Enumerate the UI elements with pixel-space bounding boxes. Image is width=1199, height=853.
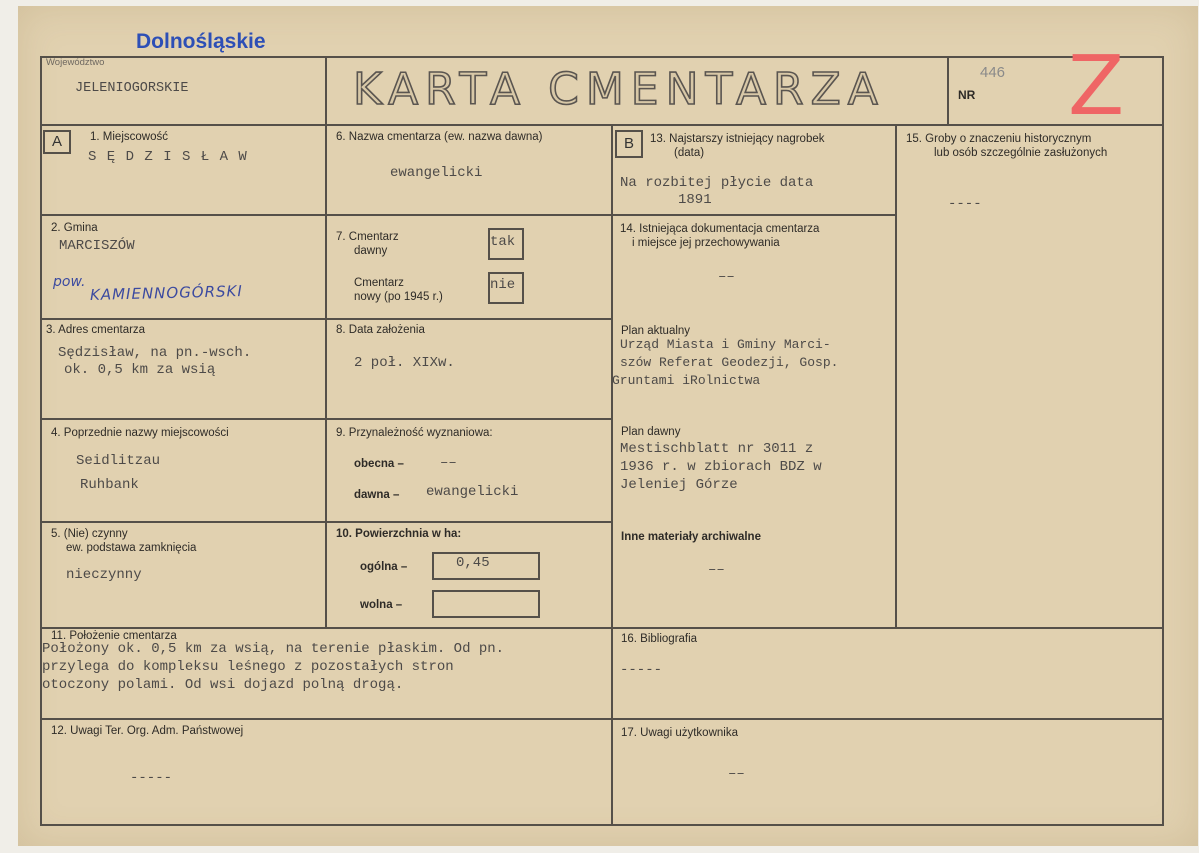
row-divider-3 bbox=[40, 418, 613, 420]
frame-right bbox=[1162, 56, 1164, 826]
other-archival-label: Inne materiały archiwalne bbox=[621, 531, 761, 543]
field-8-label: 8. Data założenia bbox=[336, 324, 425, 336]
frame-left bbox=[40, 56, 42, 826]
current-plan-label: Plan aktualny bbox=[621, 325, 691, 337]
district-value: KAMIENNOGÓRSKI bbox=[89, 282, 244, 304]
current-plan-line-2: szów Referat Geodezji, Gosp. bbox=[620, 355, 839, 370]
field-1-value: S Ę D Z I S Ł A W bbox=[88, 149, 248, 165]
field-6-label: 6. Nazwa cmentarza (ew. nazwa dawna) bbox=[336, 131, 543, 143]
cemetery-record-card bbox=[18, 6, 1198, 846]
field-9-former-label: dawna – bbox=[354, 489, 400, 501]
card-title: KARTA CMENTARZA bbox=[353, 64, 885, 115]
field-16-value: ----- bbox=[620, 662, 663, 678]
field-3-label: 3. Adres cmentarza bbox=[46, 324, 146, 336]
field-3-line-2: ok. 0,5 km za wsią bbox=[64, 362, 216, 378]
current-plan-line-3: Gruntami iRolnictwa bbox=[612, 373, 761, 388]
field-13-line-2: 1891 bbox=[678, 192, 712, 208]
field-11-line-3: otoczony polami. Od wsi dojazd polną drogą. bbox=[42, 677, 404, 693]
field-4-line-2: Ruhbank bbox=[80, 477, 139, 493]
row-divider-2 bbox=[40, 318, 613, 320]
field-11-line-2: przylega do kompleksu leśnego z pozostałych stron bbox=[42, 659, 454, 675]
field-11-line-1: Położony ok. 0,5 km za wsią, na terenie płaskim. Od pn. bbox=[42, 641, 505, 657]
field-6-value: ewangelicki bbox=[390, 165, 483, 181]
row-divider-col3 bbox=[611, 214, 897, 216]
header-split-1 bbox=[325, 56, 327, 124]
field-4-line-1: Seidlitzau bbox=[76, 453, 161, 469]
field-13-label-1: 13. Najstarszy istniejący nagrobek bbox=[650, 133, 825, 145]
field-7-old-value: tak bbox=[490, 234, 516, 250]
field-14-value: –– bbox=[718, 269, 735, 285]
section-b-box: B bbox=[615, 130, 643, 158]
header-divider bbox=[40, 124, 1164, 126]
section-a-box: A bbox=[43, 130, 71, 154]
field-12-label: 12. Uwagi Ter. Org. Adm. Państwowej bbox=[51, 725, 244, 737]
field-12-value: ----- bbox=[130, 770, 173, 786]
field-10-free-label: wolna – bbox=[360, 599, 403, 611]
field-13-line-1: Na rozbitej płycie data bbox=[620, 175, 814, 191]
field-9-label: 9. Przynależność wyznaniowa: bbox=[336, 427, 493, 439]
field-7-new-value: nie bbox=[490, 277, 516, 293]
field-11-label: 11. Położenie cmentarza bbox=[51, 630, 177, 642]
field-5-label: 5. (Nie) czynny bbox=[51, 528, 128, 540]
field-16-label: 16. Bibliografia bbox=[621, 633, 698, 645]
former-plan-label: Plan dawny bbox=[621, 426, 681, 438]
field-9-current-value: –– bbox=[440, 455, 457, 471]
row-divider-5 bbox=[40, 627, 1164, 629]
field-5-label-2: ew. podstawa zamknięcia bbox=[66, 542, 197, 554]
field-9-current-label: obecna – bbox=[354, 458, 404, 470]
field-7-label-a1: 7. Cmentarz bbox=[336, 231, 399, 243]
field-10-free-box bbox=[432, 590, 540, 618]
row-divider-4 bbox=[40, 521, 613, 523]
voivodeship-value: JELENIOGORSKIE bbox=[75, 81, 189, 96]
field-14-label-2: i miejsce jej przechowywania bbox=[632, 237, 780, 249]
voivodeship-label: Województwo bbox=[46, 57, 105, 68]
field-17-label: 17. Uwagi użytkownika bbox=[621, 727, 738, 739]
field-3-line-1: Sędzisław, na pn.-wsch. bbox=[58, 345, 252, 361]
field-2-value: MARCISZÓW bbox=[59, 238, 135, 254]
former-plan-line-1: Mestischblatt nr 3011 z bbox=[620, 441, 814, 457]
field-15-label-2: lub osób szczególnie zasłużonych bbox=[934, 147, 1108, 159]
row-divider-6 bbox=[40, 718, 1164, 720]
field-8-value: 2 poł. XIXw. bbox=[354, 355, 455, 371]
field-10-label: 10. Powierzchnia w ha: bbox=[336, 528, 462, 540]
nr-label: NR bbox=[958, 88, 976, 102]
field-13-label-2: (data) bbox=[674, 147, 705, 159]
field-7-label-a2: dawny bbox=[354, 245, 388, 257]
field-10-total-value: 0,45 bbox=[456, 555, 490, 571]
nr-value: 446 bbox=[980, 64, 1006, 81]
other-archival-value: –– bbox=[708, 562, 725, 578]
column-divider-3 bbox=[895, 124, 897, 629]
field-14-label-1: 14. Istniejąca dokumentacja cmentarza bbox=[620, 223, 820, 235]
field-15-value: ---- bbox=[948, 196, 982, 212]
voivodeship-stamp: Dolnośląskie bbox=[136, 30, 266, 53]
field-15-label-1: 15. Groby o znaczeniu historycznym bbox=[906, 133, 1092, 145]
current-plan-line-1: Urząd Miasta i Gminy Marci- bbox=[620, 337, 831, 352]
header-split-2 bbox=[947, 56, 949, 124]
former-plan-line-3: Jeleniej Górze bbox=[620, 477, 738, 493]
field-1-label: 1. Miejscowość bbox=[90, 131, 168, 143]
field-7-label-b1: Cmentarz bbox=[354, 277, 404, 289]
field-10-total-label: ogólna – bbox=[360, 561, 408, 573]
field-7-label-b2: nowy (po 1945 r.) bbox=[354, 291, 443, 303]
district-prefix: pow. bbox=[53, 274, 86, 290]
field-17-value: –– bbox=[728, 766, 745, 782]
row-divider-1 bbox=[40, 214, 613, 216]
field-5-value: nieczynny bbox=[66, 567, 142, 583]
former-plan-line-2: 1936 r. w zbiorach BDZ w bbox=[620, 459, 822, 475]
frame-top bbox=[40, 56, 1164, 58]
field-4-label: 4. Poprzednie nazwy miejscowości bbox=[51, 427, 229, 439]
field-2-label: 2. Gmina bbox=[51, 222, 98, 234]
column-divider-1 bbox=[325, 124, 327, 629]
field-9-former-value: ewangelicki bbox=[426, 484, 519, 500]
frame-bottom bbox=[40, 824, 1164, 826]
category-mark: Z bbox=[1068, 39, 1125, 134]
